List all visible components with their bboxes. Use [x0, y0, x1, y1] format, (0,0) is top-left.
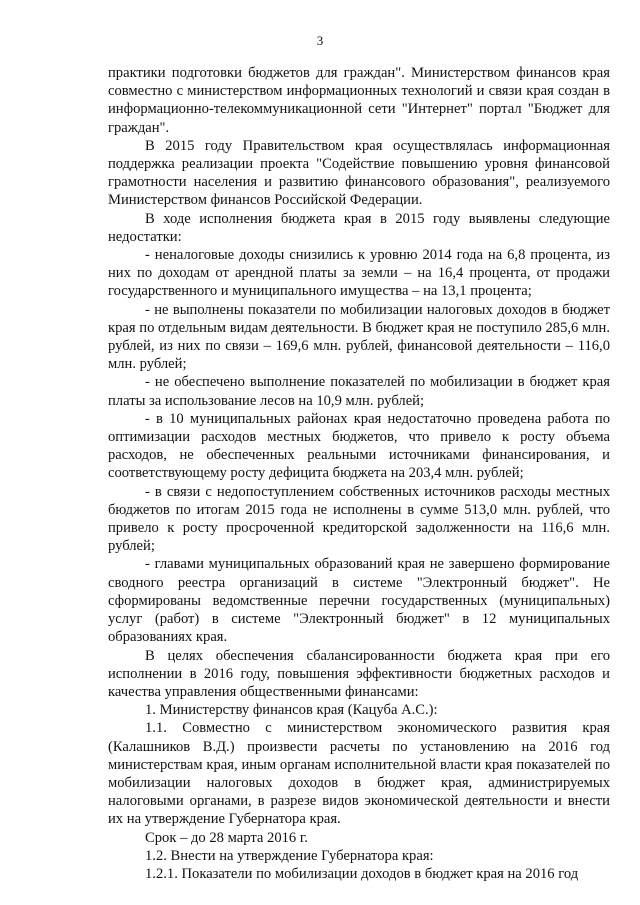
- page-number: 3: [316, 33, 324, 48]
- list-item-local-budgets: - в связи с недопоступлением собственных источников расходы местных бюджетов по итогам 2015 года не исполнены в сумме 513,0 млн. рублей, что привело к росту просроченной кредиторской задолженности на 116,6 млн. рублей;: [108, 483, 610, 555]
- document-body: [108, 64, 610, 883]
- paragraph-shortcomings-intro: В ходе исполнения бюджета края в 2015 году выявлены следующие недостатки:: [108, 210, 610, 245]
- paragraph-financial-literacy: В 2015 году Правительством края осуществлялась информационная поддержка реализации проекта "Содействие повышению уровня финансовой грамотности населения и развитию финансового образования", реализуемого Министерством финансов Российской Федерации.: [108, 137, 610, 209]
- list-item-electronic-budget: - главами муниципальных образований края не завершено формирование сводного реестра организаций в системе "Электронный бюджет". Не сформированы ведомственные перечни государственных (муниципальных) услуг (работ) в системе "Электронный бюджет" в 12 муниципальных образованиях края.: [108, 556, 610, 646]
- list-item-nontax-revenue: - неналоговые доходы снизились к уровню 2014 года на 6,8 процента, из них по доходам от арендной платы за земли – на 16,4 процента, от продажи государственного и муниципального имущества – на 13,1 процента;: [108, 247, 610, 300]
- paragraph-item-1-2: 1.2. Внести на утверждение Губернатора края:: [145, 847, 434, 864]
- list-item-municipal-optimization: - в 10 муниципальных районах края недостаточно проведена работа по оптимизации расходов местных бюджетов, что привело к росту объема расходов, не обеспеченных реальными источниками финансирования, и соответствующему росту дефицита бюджета на 203,4 млн. рублей;: [108, 410, 610, 482]
- paragraph-portal-budget: практики подготовки бюджетов для граждан". Министерством финансов края совместно с министерством информационных технологий и связи края создан в информационно-телекоммуникационной сети "Интернет" портал "Бюджет для граждан".: [108, 65, 610, 136]
- paragraph-item-1-1: 1.1. Совместно с министерством экономического развития края (Калашников В.Д.) произвести расчеты по установлению на 2016 год министерствам края, иным органам исполнительной власти края показателей по мобилизации налоговых доходов в бюджет края, администрируемых налоговыми органами, в разрезе видов экономической деятельности и внести их на утверждение Губернатора края.: [108, 720, 610, 828]
- list-item-tax-mobilization: - не выполнены показатели по мобилизации налоговых доходов в бюджет края по отдельным видам деятельности. В бюджет края не поступило 285,6 млн. рублей, из них по связи – 169,6 млн. рублей, финансовой деятельности – 116,0 млн. рублей;: [108, 301, 610, 373]
- paragraph-item-1-2-1: 1.2.1. Показатели по мобилизации доходов в бюджет края на 2016 год: [145, 865, 579, 882]
- paragraph-balance-goals: В целях обеспечения сбалансированности бюджета края при его исполнении в 2016 году, повышения эффективности бюджетных расходов и качества управления общественными финансами:: [108, 647, 610, 700]
- paragraph-item-1: 1. Министерству финансов края (Кацуба А.С.):: [145, 702, 438, 719]
- list-item-forest-fees: - не обеспечено выполнение показателей по мобилизации в бюджет края платы за использование лесов на 10,9 млн. рублей;: [108, 374, 610, 409]
- paragraph-deadline: Срок – до 28 марта 2016 г.: [145, 829, 308, 846]
